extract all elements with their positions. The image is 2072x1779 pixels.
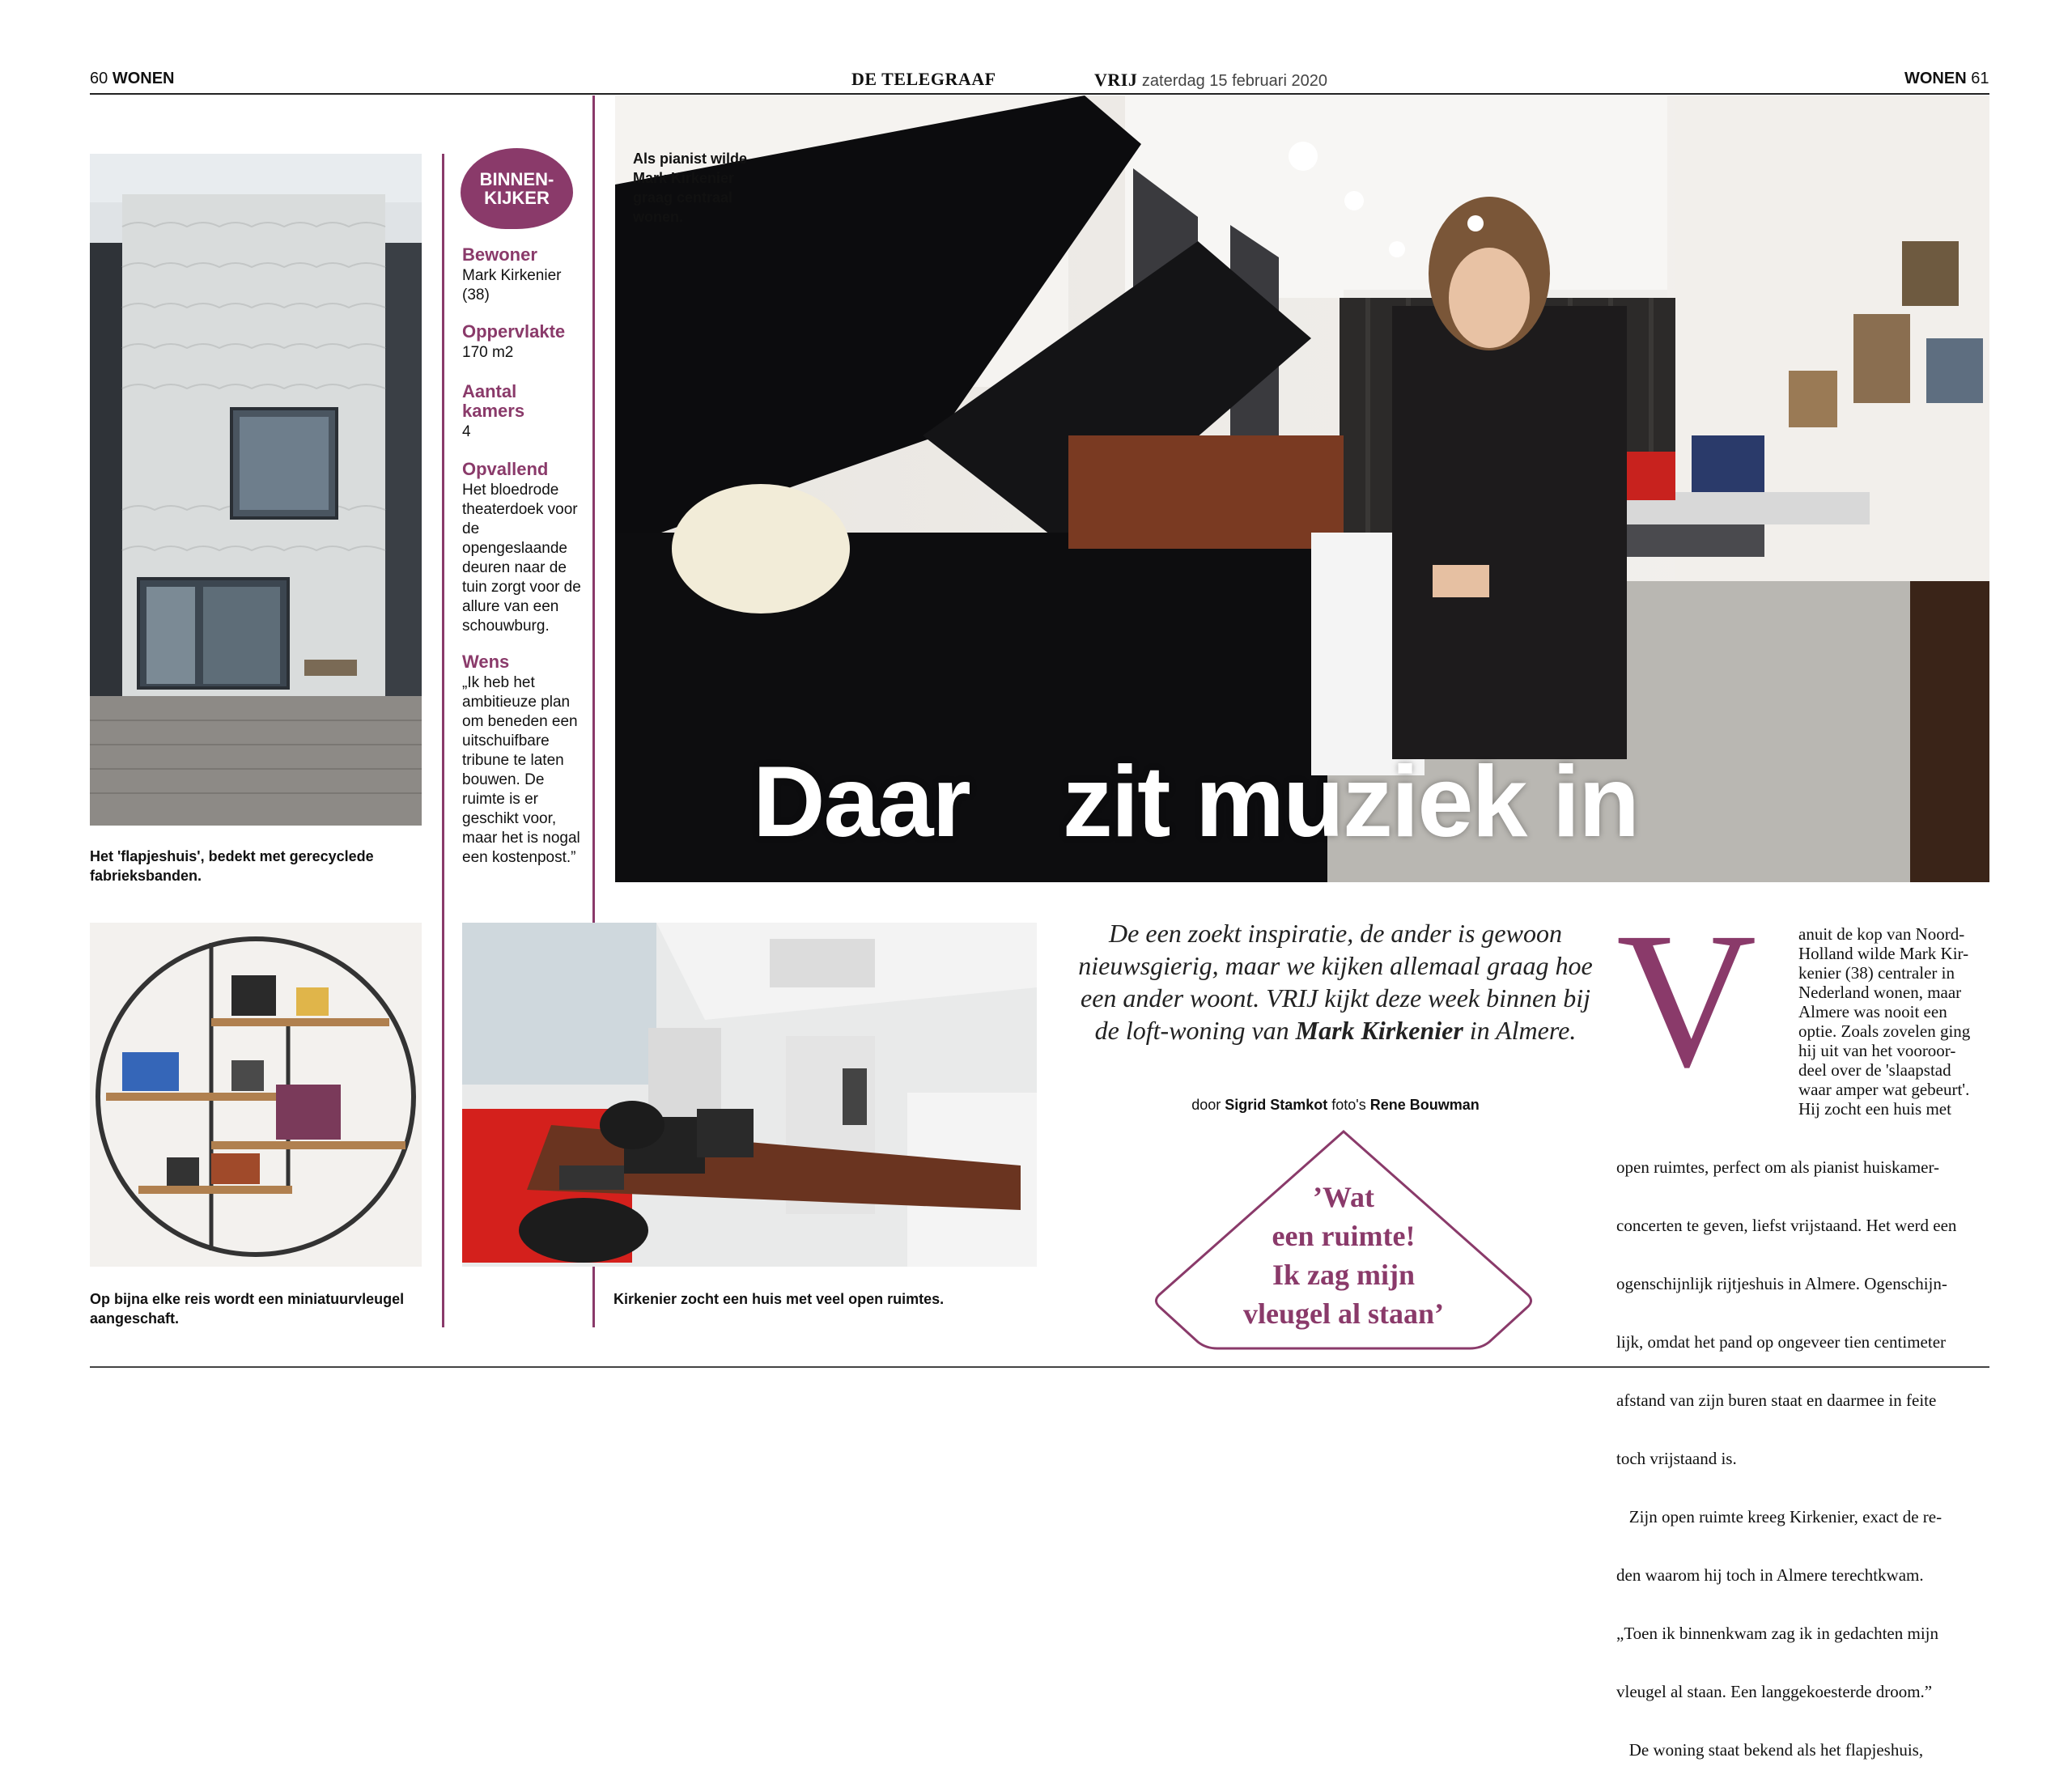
headline-rest: zit muziek in xyxy=(1062,746,1638,858)
fact-label: Aantal kamers xyxy=(462,381,525,421)
supplement-name: VRIJ xyxy=(1094,70,1138,90)
kitchen-photo xyxy=(462,923,1037,1267)
fact-surface xyxy=(462,322,584,363)
quote-line-1: ’Wat xyxy=(1313,1181,1374,1213)
text-line: vleugel al staan. Een langgekoesterde droom.” xyxy=(1616,1682,1933,1701)
text-line: lijk, omdat het pand op ongeveer tien centimeter xyxy=(1616,1332,1947,1352)
binnenkijker-badge xyxy=(461,148,573,229)
fact-wish xyxy=(462,652,584,868)
shelf-photo-caption: Op bijna elke reis wordt een miniatuurvleugel aangeschaft. xyxy=(90,1291,405,1327)
badge-line-2: KIJKER xyxy=(484,188,550,208)
newspaper-name: DE TELEGRAAF xyxy=(851,69,996,89)
article-indented-lines xyxy=(1798,924,1993,1119)
fact-label: Wens xyxy=(462,652,510,672)
text-line: hij uit van het vooroor- xyxy=(1798,1041,1956,1060)
quote-line-3: Ik zag mijn xyxy=(1272,1259,1415,1291)
left-page-number: 60 xyxy=(90,70,108,87)
shelf-photo xyxy=(90,923,422,1267)
drop-cap: V xyxy=(1616,892,1757,1107)
text-line: afstand van zijn buren staat en daarmee in feite xyxy=(1616,1391,1937,1410)
byline-author: Sigrid Stamkot xyxy=(1225,1097,1328,1113)
fact-rooms xyxy=(462,382,584,442)
headline xyxy=(753,745,1638,860)
fact-label: Opvallend xyxy=(462,459,549,479)
intro-after: in Almere. xyxy=(1463,1016,1577,1045)
text-line: Holland wilde Mark Kir- xyxy=(1798,944,1969,963)
text-line: „Toen ik binnenkwam zag ik in gedachten mijn xyxy=(1616,1624,1938,1643)
fact-value: 170 m2 xyxy=(462,344,514,361)
text-line: De woning staat bekend als het flapjeshuis, xyxy=(1616,1740,1924,1760)
text-line: Zijn open ruimte kreeg Kirkenier, exact de re- xyxy=(1616,1507,1942,1526)
intro-before: De een zoekt inspiratie, de ander is gewoon nieuwsgierig, maar we kijken allemaal graag hoe een ander woont. VRIJ kijkt deze week binnen bij de loft-woning van xyxy=(1078,919,1593,1045)
intro-name: Mark Kirkenier xyxy=(1295,1016,1463,1045)
byline xyxy=(1076,1097,1594,1114)
text-line: ogenschijnlijk rijtjeshuis in Almere. Ogenschijn- xyxy=(1616,1274,1947,1293)
fact-value: Mark Kirkenier (38) xyxy=(462,267,562,304)
byline-photo-label: foto's xyxy=(1331,1097,1366,1113)
text-line: open ruimtes, perfect om als pianist huiskamer- xyxy=(1616,1157,1940,1177)
quote-line-2: een ruimte! xyxy=(1272,1220,1416,1252)
kitchen-photo-caption: Kirkenier zocht een huis met veel open ruimtes. xyxy=(614,1291,945,1307)
bottom-rule xyxy=(90,1366,1989,1368)
right-page-number: 61 xyxy=(1971,70,1989,87)
article-full-lines xyxy=(1616,1119,1993,1779)
text-line: toch vrijstaand is. xyxy=(1616,1449,1737,1468)
fact-label: Bewoner xyxy=(462,244,537,265)
text-line: anuit de kop van Noord- xyxy=(1798,924,1965,944)
main-photo-caption: Als pianist wilde Mark Kirkenier graag centraal wonen. xyxy=(633,151,748,225)
text-line: waar amper wat gebeurt'. xyxy=(1798,1080,1970,1099)
byline-photographer: Rene Bouwman xyxy=(1369,1097,1480,1113)
fact-notable xyxy=(462,460,584,636)
issue-date: zaterdag 15 februari 2020 xyxy=(1141,72,1327,90)
right-section: WONEN xyxy=(1904,70,1967,87)
left-section: WONEN xyxy=(112,70,175,87)
house-exterior-photo xyxy=(90,154,422,826)
intro-text xyxy=(1076,917,1594,1047)
text-line: den waarom hij toch in Almere terechtkwam. xyxy=(1616,1565,1924,1585)
header-rule xyxy=(90,93,1989,95)
fact-label: Oppervlakte xyxy=(462,321,566,342)
text-line: Nederland wonen, maar xyxy=(1798,983,1962,1002)
text-line: kenier (38) centraler in xyxy=(1798,963,1955,983)
fact-value: Het bloedrode theaterdoek voor de opengeslaande deuren naar de tuin zorgt voor de allure van een schouwburg. xyxy=(462,482,581,635)
badge-line-1: BINNEN- xyxy=(479,169,554,189)
left-folio xyxy=(90,70,174,88)
fact-value: 4 xyxy=(462,423,471,440)
pull-quote xyxy=(1157,1178,1530,1333)
quote-line-4: vleugel al staan’ xyxy=(1243,1297,1444,1330)
text-line: Hij zocht een huis met xyxy=(1798,1099,1951,1119)
text-line: optie. Zoals zovelen ging xyxy=(1798,1021,1971,1041)
house-photo-caption: Het 'flapjeshuis', bedekt met gerecyclede fabrieksbanden. xyxy=(90,848,374,884)
right-folio xyxy=(1904,70,1989,88)
headline-word-1: Daar xyxy=(753,746,970,858)
supplement-dateline xyxy=(1094,70,1327,91)
fact-value: „Ik heb het ambitieuze plan om beneden een uitschuifbare tribune te laten bouwen. De ruimte is er geschikt voor, maar het is nogal een kostenpost.” xyxy=(462,674,580,866)
byline-by: door xyxy=(1191,1097,1221,1113)
sidebar-left-rule xyxy=(442,154,444,1327)
fact-resident xyxy=(462,245,584,305)
text-line: Almere was nooit een xyxy=(1798,1002,1947,1021)
text-line: deel over de 'slaapstad xyxy=(1798,1060,1951,1080)
text-line: concerten te geven, liefst vrijstaand. Het werd een xyxy=(1616,1216,1957,1235)
